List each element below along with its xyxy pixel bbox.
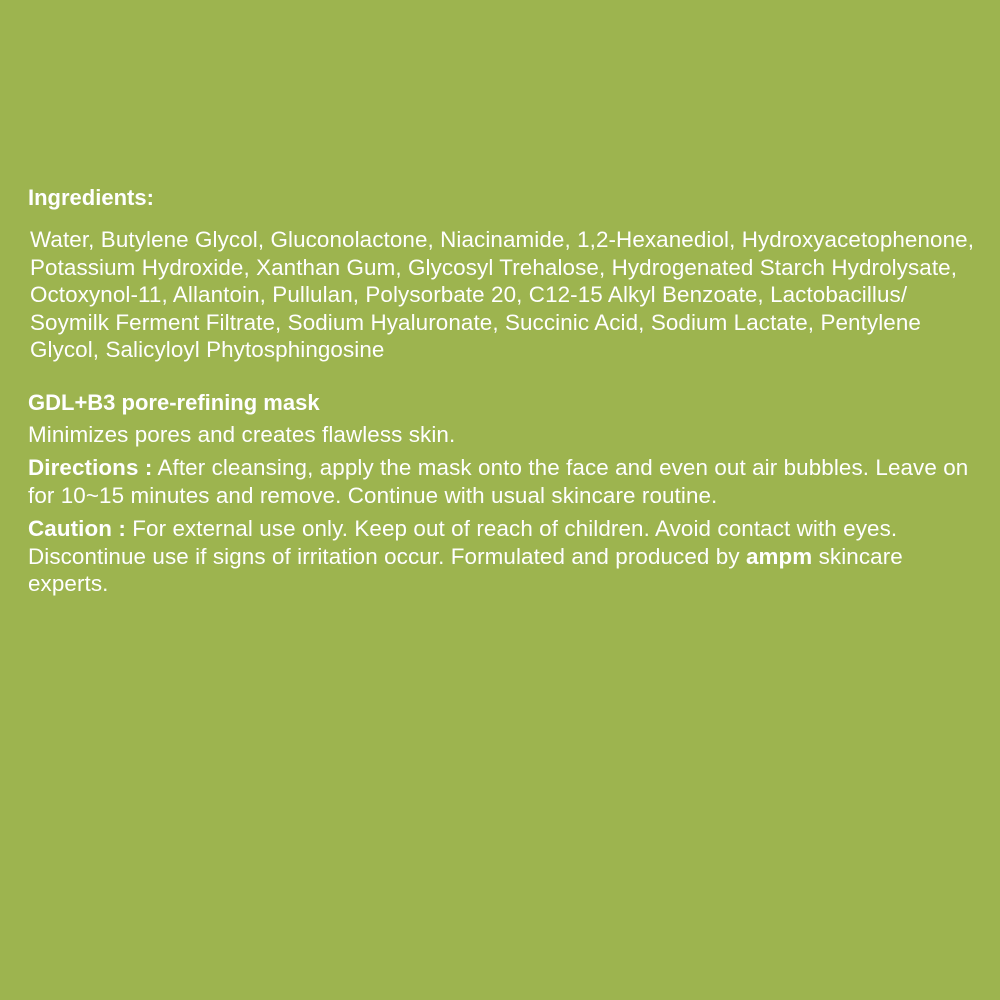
ingredients-heading: Ingredients:	[28, 185, 154, 210]
caution-suffix: skincare experts.	[28, 543, 903, 596]
directions-label: Directions :	[28, 455, 153, 480]
product-title: GDL+B3 pore-refining mask	[28, 389, 320, 415]
caution-text: For external use only. Keep out of reach of children. Avoid contact with eyes. Discontinue use if signs of irritation occur. Formulated and produced by	[28, 516, 898, 569]
product-tagline: Minimizes pores and creates flawless skin.	[28, 421, 456, 447]
caution-label: Caution :	[28, 516, 126, 541]
brand-name: ampm	[745, 543, 813, 569]
label-content	[28, 184, 988, 604]
directions-paragraph	[28, 454, 988, 509]
directions-text: After cleansing, apply the mask onto the face and even out air bubbles. Leave on for 10~15 minutes and remove. Continue with usual skincare routine.	[28, 455, 969, 508]
ingredients-list: Water, Butylene Glycol, Gluconolactone, Niacinamide, 1,2-Hexanediol, Hydroxyacetophenone, Potassium Hydroxide, Xanthan Gum, Glycosyl Trehalose, Hydrogenated Starch Hydrolysate, Octoxynol-11, Allantoin, Pullulan, Polysorbate 20, C12-15 Alkyl Benzoate, Lactobacillus/ Soymilk Ferment Filtrate, Sodium Hyaluronate, Succinic Acid, Sodium Lactate, Pentylene Glycol, Salicyloyl Phytosphingosine	[30, 227, 975, 362]
caution-paragraph	[28, 515, 988, 598]
